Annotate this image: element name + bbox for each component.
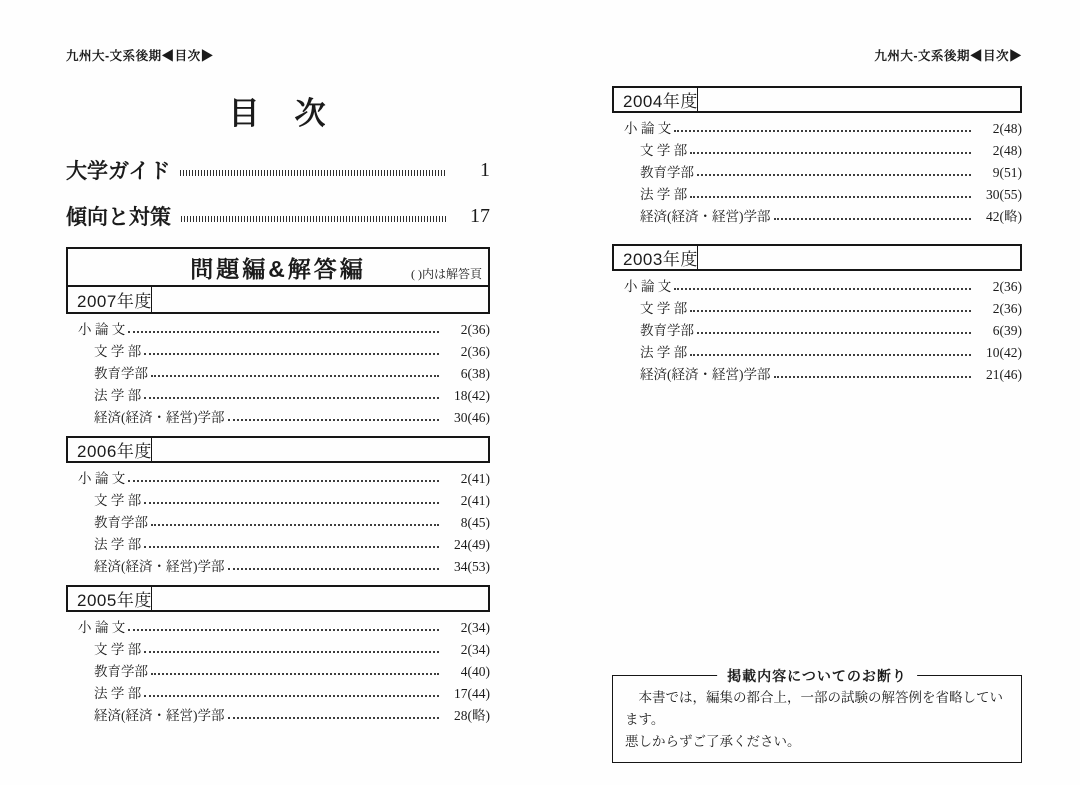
toc-entry: [66, 512, 490, 534]
notice-title: 掲載内容についてのお断り: [717, 666, 917, 686]
dot-leader: [144, 695, 439, 697]
dot-leader: [697, 332, 971, 334]
main-entry-label: 傾向と対策: [66, 206, 171, 229]
entry-page: 4(40): [460, 664, 490, 679]
year-label: 2003年度: [614, 246, 698, 269]
toc-entry: [66, 705, 490, 727]
toc-entry: [612, 364, 1022, 386]
toc-entry: [612, 342, 1022, 364]
main-toc-entry: [66, 155, 490, 185]
year-box: [612, 244, 1022, 271]
toc-entry: [66, 363, 490, 385]
dot-leader: [128, 480, 439, 482]
section-head-row: [68, 249, 488, 285]
notice-line-2: 悪しからずご了承ください。: [625, 734, 801, 749]
entry-label: 小 論 文: [78, 471, 126, 486]
entries-list: [66, 612, 490, 731]
dot-leader: [690, 310, 971, 312]
entry-label: 文 学 部: [94, 493, 142, 508]
entry-page: 2(41): [460, 493, 490, 508]
main-entry-label: 大学ガイド: [66, 160, 171, 183]
entry-page: 2(34): [460, 620, 490, 635]
entry-label: 文 学 部: [94, 642, 142, 657]
toc-entry: [612, 140, 1022, 162]
year-box-rest: [152, 587, 488, 610]
toc-entry: [612, 184, 1022, 206]
left-page: [66, 46, 490, 731]
year-box-rest: [152, 438, 488, 461]
entry-page: 2(34): [460, 642, 490, 657]
dot-leader: [674, 288, 971, 290]
year-label: 2006年度: [68, 438, 152, 461]
entry-page: 28(略): [454, 708, 490, 723]
main-entry-page: 1: [480, 158, 490, 181]
notice-box: [612, 668, 1022, 763]
entry-label: 経済(経済・経営)学部: [94, 708, 225, 723]
dot-leader: [151, 375, 439, 377]
entry-page: 2(41): [460, 471, 490, 486]
dot-leader: [144, 353, 439, 355]
toc-entry: [66, 617, 490, 639]
dot-leader: [151, 673, 439, 675]
entries-list: [612, 271, 1022, 390]
entry-label: 教育学部: [640, 323, 694, 338]
entry-label: 小 論 文: [624, 121, 672, 136]
year-label: 2007年度: [68, 287, 152, 312]
entry-page: 30(55): [986, 187, 1022, 202]
dot-leader: [144, 546, 439, 548]
dot-leader: [674, 130, 971, 132]
entry-label: 文 学 部: [640, 301, 688, 316]
entry-label: 経済(経済・経営)学部: [640, 209, 771, 224]
entry-page: 2(36): [460, 344, 490, 359]
toc-entry: [612, 298, 1022, 320]
entry-page: 2(36): [460, 322, 490, 337]
entry-label: 小 論 文: [624, 279, 672, 294]
dot-leader: [228, 568, 440, 570]
entry-label: 文 学 部: [640, 143, 688, 158]
dot-leader: [144, 502, 439, 504]
toc-entry: [66, 639, 490, 661]
entry-label: 小 論 文: [78, 620, 126, 635]
toc-entry: [66, 683, 490, 705]
entry-label: 法 学 部: [640, 187, 688, 202]
toc-entry: [66, 385, 490, 407]
toc-entry: [612, 320, 1022, 342]
entry-page: 9(51): [992, 165, 1022, 180]
toc-entry: [66, 407, 490, 429]
running-head-right: 九州大-文系後期◀目次▶: [874, 49, 1022, 63]
main-toc-entry: [66, 201, 490, 231]
dot-leader: [144, 651, 439, 653]
entry-page: 6(39): [992, 323, 1022, 338]
entries-2007: [66, 314, 490, 433]
entry-page: 24(49): [454, 537, 490, 552]
year-box-rest: [152, 287, 488, 312]
toc-title: 目 次: [228, 96, 328, 131]
section-header-box: [66, 247, 490, 314]
entry-page: 34(53): [454, 559, 490, 574]
toc-entry: [612, 276, 1022, 298]
toc-entry: [612, 206, 1022, 228]
entries-list: [66, 463, 490, 582]
entry-label: 法 学 部: [94, 388, 142, 403]
entry-label: 法 学 部: [94, 537, 142, 552]
toc-entry: [66, 341, 490, 363]
dot-leader: [228, 717, 440, 719]
entries-list: [612, 113, 1022, 232]
year-box: [612, 86, 1022, 113]
entry-page: 2(48): [992, 143, 1022, 158]
year-box: [68, 285, 488, 312]
entry-label: 法 学 部: [94, 686, 142, 701]
entry-page: 2(36): [992, 279, 1022, 294]
entry-page: 10(42): [986, 345, 1022, 360]
entry-label: 経済(経済・経営)学部: [640, 367, 771, 382]
dot-leader: [144, 397, 439, 399]
dot-leader: [774, 376, 972, 378]
year-box-rest: [698, 88, 1020, 111]
dense-leader: [180, 170, 446, 176]
year-box-rest: [698, 246, 1020, 269]
entry-label: 教育学部: [94, 366, 148, 381]
entry-label: 教育学部: [94, 664, 148, 679]
running-head-left: 九州大-文系後期◀目次▶: [66, 49, 214, 63]
entry-page: 2(36): [992, 301, 1022, 316]
toc-entry: [66, 468, 490, 490]
toc-entry: [612, 118, 1022, 140]
toc-entry: [66, 490, 490, 512]
entry-page: 8(45): [460, 515, 490, 530]
right-year-sections: [612, 86, 1022, 390]
year-box: [66, 585, 490, 612]
main-toc-list: [66, 155, 490, 231]
entry-page: 42(略): [986, 209, 1022, 224]
entry-page: 17(44): [454, 686, 490, 701]
answer-page-note: ( )内は解答頁: [411, 267, 482, 281]
right-page: [612, 46, 1022, 764]
entry-page: 30(46): [454, 410, 490, 425]
year-label: 2004年度: [614, 88, 698, 111]
entry-page: 18(42): [454, 388, 490, 403]
dot-leader: [690, 354, 971, 356]
dot-leader: [151, 524, 439, 526]
dot-leader: [128, 331, 439, 333]
main-entry-page: 17: [470, 204, 490, 227]
year-label: 2005年度: [68, 587, 152, 610]
toc-entry: [66, 319, 490, 341]
entry-label: 教育学部: [640, 165, 694, 180]
dot-leader: [128, 629, 439, 631]
dot-leader: [774, 218, 972, 220]
dot-leader: [690, 196, 971, 198]
toc-entry: [66, 556, 490, 578]
entry-page: 2(48): [992, 121, 1022, 136]
toc-entry: [66, 534, 490, 556]
entry-label: 教育学部: [94, 515, 148, 530]
dot-leader: [697, 174, 971, 176]
entry-label: 経済(経済・経営)学部: [94, 410, 225, 425]
entry-page: 21(46): [986, 367, 1022, 382]
entry-label: 経済(経済・経営)学部: [94, 559, 225, 574]
dot-leader: [228, 419, 440, 421]
toc-entry: [612, 162, 1022, 184]
entry-page: 6(38): [460, 366, 490, 381]
dot-leader: [690, 152, 971, 154]
section-title: 問題編&解答編: [190, 255, 366, 282]
toc-entry: [66, 661, 490, 683]
year-box: [66, 436, 490, 463]
left-year-sections: [66, 436, 490, 731]
entry-label: 小 論 文: [78, 322, 126, 337]
entry-label: 法 学 部: [640, 345, 688, 360]
entry-label: 文 学 部: [94, 344, 142, 359]
dense-leader: [181, 216, 446, 222]
notice-line-1: 本書では，編集の都合上，一部の試験の解答例を省略しています。: [625, 690, 1003, 727]
